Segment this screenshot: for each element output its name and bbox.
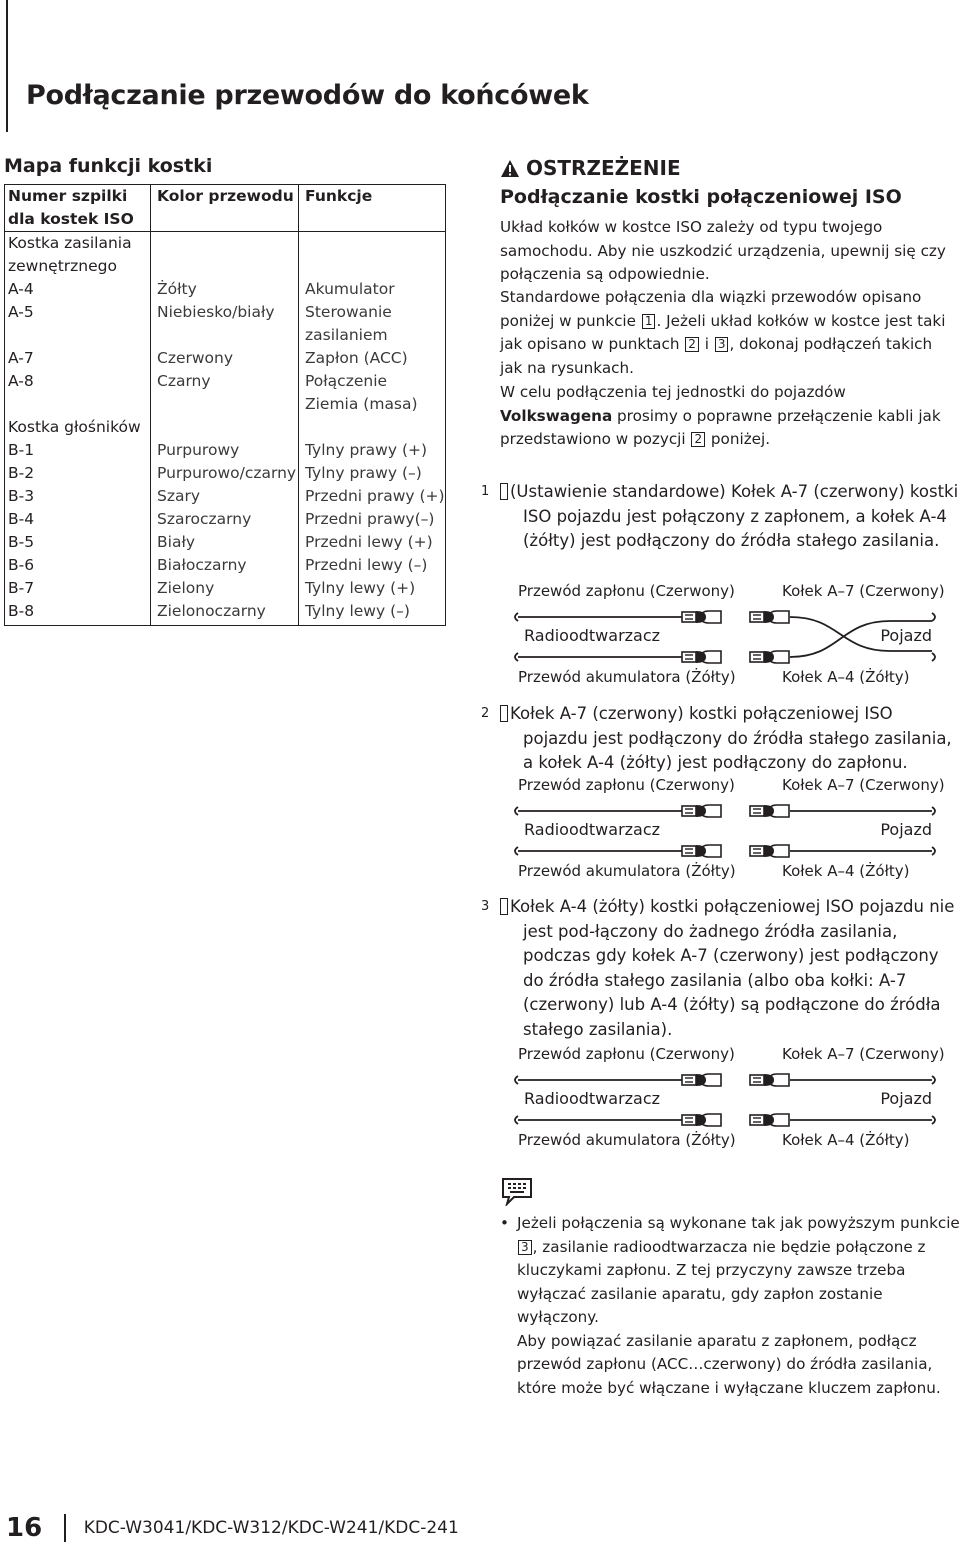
step-2 [481, 702, 960, 776]
table-row [5, 301, 446, 347]
color-cell: Białoczarny [151, 554, 299, 577]
note-bullet [500, 1212, 960, 1400]
pin-cell: B-6 [5, 554, 151, 577]
table-row [5, 554, 446, 577]
radio-label: Radioodtwarzacz [524, 820, 661, 839]
col-header-function: Funkcje [299, 185, 446, 232]
table-row [5, 416, 446, 439]
function-cell: Zapłon (ACC) [305, 349, 408, 367]
pin-cell: B-5 [5, 531, 151, 554]
paragraph-standard [500, 286, 955, 380]
pin-a4-label: Kołek A–4 (Żółty) [782, 862, 910, 880]
text-fragment: , dokonaj podłączeń takich jak na rysunkach. [500, 335, 933, 377]
step-number-2: 2 [500, 705, 508, 722]
text-fragment: , zasilanie radioodtwarzacza nie będzie połączone z kluczykami zapłonu. Z tej przyczyny zawsze trzeba wyłączać zasilanie aparatu, gdy zapłon zostanie wyłączony. [517, 1237, 926, 1326]
vehicle-label: Pojazd [880, 1089, 932, 1108]
paragraph-volkswagen [500, 381, 955, 452]
radio-label: Radioodtwarzacz [524, 626, 661, 645]
pin-function-table [4, 184, 446, 626]
pin-cell: B-1 [5, 439, 151, 462]
vehicle-label: Pojazd [880, 820, 932, 839]
pin-cell: B-8 [5, 600, 151, 626]
function-cell: Sterowanie zasilaniem [305, 303, 392, 344]
function-cell: Akumulator [305, 280, 395, 298]
function-cell: Przedni lewy (+) [305, 533, 433, 551]
pin-cell: A-8 [5, 370, 151, 416]
brand-name: Volkswagena [500, 406, 613, 425]
color-cell: Czarny [151, 370, 299, 416]
paragraph-intro: Układ kołków w kostce ISO zależy od typu twojego samochodu. Aby nie uszkodzić urządzenia, upewnij się czy połączenia są odpowiednie. [500, 218, 946, 283]
function-cell [299, 232, 446, 279]
table-row [5, 508, 446, 531]
battery-wire-label: Przewód akumulatora (Żółty) [518, 668, 736, 686]
note-icon [500, 1176, 534, 1206]
table-row [5, 531, 446, 554]
table-row [5, 439, 446, 462]
pin-a7-label: Kołek A–7 (Czerwony) [782, 1045, 945, 1063]
step-2-text: Kołek A-7 (czerwony) kostki połączeniowej ISO pojazdu jest podłączony do źródła stałego zasilania, a kołek A-4 (żółty) jest podłączony do zapłonu. [510, 704, 952, 772]
step-1-text: (Ustawienie standardowe) Kołek A-7 (czerwony) kostki ISO pojazdu jest połączony z zapłonem, a kołek A-4 (żółty) jest podłączony do źródła stałego zasilania. [510, 482, 959, 550]
warning-heading-text: OSTRZEŻENIE [526, 156, 681, 180]
color-cell [151, 416, 299, 439]
note-body [517, 1212, 960, 1400]
pin-cell: B-4 [5, 508, 151, 531]
text-fragment: W celu podłączenia tej jednostki do pojazdów [500, 383, 846, 401]
pin-cell: B-3 [5, 485, 151, 508]
warning-icon [500, 159, 520, 178]
step-number-1: 1 [500, 483, 508, 500]
function-cell: Połączenie Ziemia (masa) [305, 372, 418, 413]
step-ref-3: 3 [715, 337, 729, 352]
pin-a4-label: Kołek A–4 (Żółty) [782, 1131, 910, 1149]
table-row [5, 232, 446, 279]
page-title: Podłączanie przewodów do końcówek [26, 80, 589, 111]
table-row [5, 462, 446, 485]
battery-wire-label: Przewód akumulatora (Żółty) [518, 1131, 736, 1149]
text-fragment: poniżej. [710, 430, 771, 448]
text-fragment: . Jeżeli układ kołków w kostce jest taki jak opisano w punktach [500, 311, 946, 353]
step-ref-2: 2 [691, 432, 705, 447]
function-cell: Tylny prawy (+) [305, 441, 428, 459]
function-cell [299, 416, 446, 439]
pin-cell: A-4 [5, 278, 151, 301]
pin-cell: B-7 [5, 577, 151, 600]
col-header-color: Kolor przewodu [151, 185, 299, 232]
ignition-wire-label: Przewód zapłonu (Czerwony) [518, 1045, 735, 1063]
pin-cell: B-2 [5, 462, 151, 485]
wiring-diagram-2 [510, 774, 950, 884]
function-cell: Przedni lewy (–) [305, 556, 428, 574]
margin-rule [6, 0, 8, 132]
warning-heading [500, 156, 681, 180]
model-list: KDC-W3041/KDC-W312/KDC-W241/KDC-241 [83, 1518, 459, 1538]
table-row [5, 600, 446, 626]
function-cell: Tylny lewy (–) [305, 602, 410, 620]
text-fragment: Jeżeli połączenia są wykonane tak jak powyższym punkcie [517, 1214, 960, 1232]
text-fragment: i [704, 335, 709, 353]
text-fragment: Standardowe połączenia dla wiązki przewodów opisano poniżej w punkcie [500, 288, 922, 330]
page-number: 16 [6, 1513, 43, 1543]
color-cell: Żółty [151, 278, 299, 301]
color-cell [151, 232, 299, 279]
color-cell: Purpurowy [151, 439, 299, 462]
function-cell: Przedni prawy(–) [305, 510, 435, 528]
text-fragment: Aby powiązać zasilanie aparatu z zapłonem, podłącz przewód zapłonu (ACC…czerwony) do źródła zasilania, które może być włączane i wyłączane kluczem zapłonu. [517, 1331, 941, 1397]
table-row [5, 278, 446, 301]
battery-wire-label: Przewód akumulatora (Żółty) [518, 862, 736, 880]
wiring-diagram-1 [510, 580, 950, 690]
pin-a7-label: Kołek A–7 (Czerwony) [782, 582, 945, 600]
color-cell: Szary [151, 485, 299, 508]
pin-cell: A-7 [5, 347, 151, 370]
color-cell: Czerwony [151, 347, 299, 370]
step-ref-1: 1 [642, 314, 656, 329]
pin-a7-label: Kołek A–7 (Czerwony) [782, 776, 945, 794]
function-cell: Tylny lewy (+) [305, 579, 416, 597]
color-cell: Zielonoczarny [151, 600, 299, 626]
pin-a4-label: Kołek A–4 (Żółty) [782, 668, 910, 686]
color-cell: Szaroczarny [151, 508, 299, 531]
color-cell: Purpurowo/czarny [151, 462, 299, 485]
table-row [5, 485, 446, 508]
radio-label: Radioodtwarzacz [524, 1089, 661, 1108]
function-cell: Tylny prawy (–) [305, 464, 422, 482]
table-row [5, 347, 446, 370]
col-header-pin: Numer szpilki dla kostek ISO [5, 185, 151, 232]
bullet-dot: • [500, 1214, 509, 1232]
warning-subheading: Podłączanie kostki połączeniowej ISO [500, 186, 902, 208]
step-number-3: 3 [500, 898, 508, 915]
ignition-wire-label: Przewód zapłonu (Czerwony) [518, 776, 735, 794]
table-row [5, 370, 446, 416]
step-3 [481, 895, 960, 1042]
color-cell: Niebiesko/biały [151, 301, 299, 347]
pin-cell: A-5 [5, 301, 151, 347]
page-footer [6, 1513, 459, 1543]
color-cell: Zielony [151, 577, 299, 600]
table-header-row [5, 185, 446, 232]
step-ref-3: 3 [518, 1240, 532, 1255]
step-3-text: Kołek A-4 (żółty) kostki połączeniowej ISO pojazdu nie jest pod-łączony do żadnego źródła zasilania, podczas gdy kołek A-7 (czerwony) jest podłączony do źródła stałego zasilania (albo oba kołki: A-7 (czerwony) lub A-4 (żółty) są podłączone do źródła stałego zasilania). [510, 897, 955, 1039]
text-fragment: prosimy o poprawne przełączenie kabli jak przedstawiono w pozycji [500, 406, 941, 448]
vehicle-label: Pojazd [880, 626, 932, 645]
ignition-wire-label: Przewód zapłonu (Czerwony) [518, 582, 735, 600]
section-title: Mapa funkcji kostki [4, 155, 213, 177]
pin-cell: Kostka zasilania zewnętrznego [5, 232, 151, 279]
table-row [5, 577, 446, 600]
function-cell: Przedni prawy (+) [305, 487, 445, 505]
step-1 [481, 480, 960, 554]
step-ref-2: 2 [685, 337, 699, 352]
wiring-diagram-3 [510, 1043, 950, 1153]
footer-divider [64, 1514, 66, 1542]
pin-cell: Kostka głośników [5, 416, 151, 439]
color-cell: Biały [151, 531, 299, 554]
